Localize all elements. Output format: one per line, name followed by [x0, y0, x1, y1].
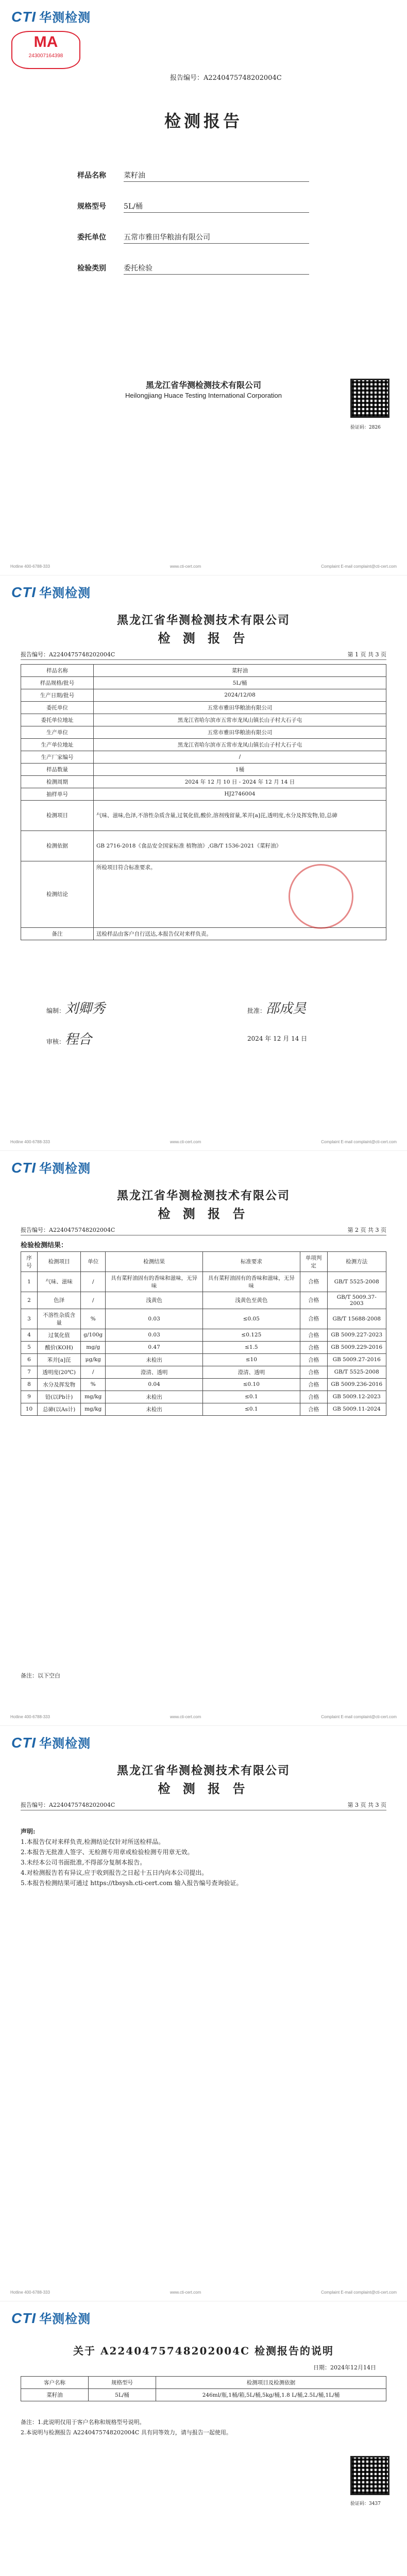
cell-key: 样品名称 — [21, 664, 94, 676]
cti-logo — [11, 7, 91, 25]
cell-key: 抽样单号 — [21, 788, 94, 800]
cell-key: 检测周期 — [21, 775, 94, 788]
field-key: 规格型号 — [77, 202, 106, 211]
logo-cti-text: CTI — [11, 1159, 37, 1176]
cti-logo — [11, 583, 91, 601]
company-title: 黑龙江省华测检测技术有限公司 — [116, 613, 290, 627]
report-meta — [21, 1801, 386, 1809]
cell: GB 5009.227-2023 — [327, 1329, 386, 1341]
cell-value: / — [94, 751, 386, 763]
cell: ≤0.05 — [202, 1309, 300, 1329]
footer-hotline: Hotline 400-6788-333 — [10, 1139, 50, 1144]
cell: 0.04 — [106, 1378, 203, 1391]
logo-cti-text: CTI — [11, 584, 37, 600]
header-cell: 检测方法 — [327, 1251, 386, 1272]
qr-caption: 验证码：3437 — [350, 2501, 381, 2507]
cell-value: 五常市雅田华粮油有限公司 — [94, 726, 386, 738]
cell-key: 委托单位地址 — [21, 714, 94, 726]
table-header-row — [21, 2377, 386, 2389]
cell: 具有菜籽油固有的香味和滋味，无异味 — [106, 1272, 203, 1292]
cell: GB 5009.27-2016 — [327, 1353, 386, 1366]
qr-caption: 验证码：2826 — [350, 425, 381, 430]
statement-item: 5.本报告检测结果可通过 https://tbsysh.cti-cert.com 输入报告编号查询验证。 — [21, 1879, 243, 1887]
cell: 0.03 — [106, 1329, 203, 1341]
table-row — [21, 751, 386, 763]
signer-compiled — [46, 998, 105, 1017]
logo-cti-text: CTI — [11, 1735, 37, 1751]
table-row — [21, 701, 386, 714]
logo-cn-text: 华测检测 — [39, 1161, 91, 1176]
cell: 合格 — [300, 1391, 327, 1403]
signer-signature: 邵成昊 — [266, 1001, 307, 1016]
cma-mark: MA — [33, 33, 58, 50]
table-row — [21, 738, 386, 751]
cell: g/100g — [81, 1329, 106, 1341]
footer-complaint: Complaint E-mail complaint@cti-cert.com — [321, 2290, 397, 2295]
header-cell: 单位 — [81, 1251, 106, 1272]
footer-web: www.cti-cert.com — [169, 2290, 201, 2295]
cell: 浅黄色至黄色 — [202, 1292, 300, 1309]
cell: 0.47 — [106, 1341, 203, 1353]
cell-value: 菜籽油 — [94, 664, 386, 676]
page-footer — [10, 564, 397, 569]
cell: 5L/桶 — [89, 2389, 156, 2401]
logo-cn-text: 华测检测 — [39, 11, 91, 25]
statement-title: 声明: — [21, 1828, 36, 1836]
cell: 10 — [21, 1403, 38, 1415]
cell: ≤10 — [202, 1353, 300, 1366]
signer-signature: 刘卿秀 — [65, 1001, 106, 1016]
cell: ≤1.5 — [202, 1341, 300, 1353]
cell: / — [81, 1272, 106, 1292]
header-cell: 检测项目 — [37, 1251, 80, 1272]
header-cell: 规格型号 — [89, 2377, 156, 2389]
cell-key: 生产日期/批号 — [21, 689, 94, 701]
report-meta — [21, 1226, 386, 1234]
page-footer — [10, 1715, 397, 1719]
qr-code — [350, 2456, 389, 2495]
table-row — [21, 1378, 386, 1391]
cell: 总砷(以As计) — [37, 1403, 80, 1415]
cell: 未检出 — [106, 1391, 203, 1403]
cell: 合格 — [300, 1272, 327, 1292]
page-footer — [10, 1140, 397, 1144]
cell: 色泽 — [37, 1292, 80, 1309]
table-row — [21, 927, 386, 940]
cell: GB/T 5009.37-2003 — [327, 1292, 386, 1309]
cover-page — [0, 0, 407, 575]
table-row — [21, 788, 386, 800]
cma-seal — [11, 31, 80, 69]
table-row — [21, 800, 386, 831]
table-row — [21, 1403, 386, 1415]
logo-cn-text: 华测检测 — [39, 1737, 91, 1751]
report-number: 报告编号：A2240475748202004C — [170, 74, 282, 82]
cell: 过氧化值 — [37, 1329, 80, 1341]
cell: GB 5009.12-2023 — [327, 1391, 386, 1403]
cell: 4 — [21, 1329, 38, 1341]
table-row — [21, 763, 386, 775]
note-item: 2.本说明与检测报告 A2240475748202004C 具有同等效力，请与报告一起使用。 — [21, 2429, 232, 2436]
statement-item: 1.本报告仅对来样负责,检测结论仅针对所送检样品。 — [21, 1838, 165, 1846]
header-cell: 单项判定 — [300, 1251, 327, 1272]
cell-value: 2024 年 12 月 10 日 - 2024 年 12 月 14 日 — [94, 775, 386, 788]
cell: 合格 — [300, 1309, 327, 1329]
cell-value: 黑龙江省哈尔滨市五常市龙凤山镇长山子村大石子屯 — [94, 738, 386, 751]
cell-key: 检测项目 — [21, 800, 94, 831]
table-row — [21, 775, 386, 788]
table-row — [21, 1272, 386, 1292]
sign-date: 2024 年 12 月 14 日 — [247, 1035, 308, 1042]
cell: ≤0.125 — [202, 1329, 300, 1341]
cell-key: 生产厂家编号 — [21, 751, 94, 763]
note-item: 备注：1.此说明仅用于客户名称和规格型号说明。 — [21, 2419, 145, 2426]
field-value: 五常市雅田华粮油有限公司 — [124, 232, 309, 244]
cell: ≤0.1 — [202, 1391, 300, 1403]
signer-signature: 程合 — [65, 1031, 92, 1047]
company-title: 黑龙江省华测检测技术有限公司 — [116, 1764, 290, 1778]
table-row — [21, 1292, 386, 1309]
field-key: 样品名称 — [77, 172, 106, 180]
header-cell: 客户名称 — [21, 2377, 89, 2389]
footer-web: www.cti-cert.com — [169, 564, 201, 569]
report-number: 报告编号：A2240475748202004C — [21, 651, 115, 658]
header-cell: 检测结果 — [106, 1251, 203, 1272]
report-title: 检 测 报 告 — [158, 1781, 249, 1797]
cell-value: 1桶 — [94, 763, 386, 775]
report-meta — [21, 650, 386, 658]
cell: GB/T 5525-2008 — [327, 1272, 386, 1292]
report-number: 报告编号：A2240475748202004C — [21, 1802, 115, 1809]
report-number: 报告编号：A2240475748202004C — [21, 1226, 115, 1233]
footer-hotline: Hotline 400-6788-333 — [10, 1715, 50, 1720]
cma-code: 243007164398 — [28, 53, 63, 59]
cell: 水分及挥发物 — [37, 1378, 80, 1391]
cell: GB 5009.11-2024 — [327, 1403, 386, 1415]
cell: 澄清、透明 — [106, 1366, 203, 1378]
cell: % — [81, 1309, 106, 1329]
cti-logo — [11, 2309, 91, 2327]
cell: 未检出 — [106, 1353, 203, 1366]
page-info: 第 3 页 共 3 页 — [347, 1802, 386, 1809]
explanation-title: 关于 A2240475748202004C 检测报告的说明 — [73, 2345, 334, 2358]
results-page — [0, 1151, 407, 1726]
table-row — [21, 831, 386, 861]
cell: 合格 — [300, 1353, 327, 1366]
signer-label: 编制： — [46, 1007, 65, 1014]
table-row — [21, 2389, 386, 2401]
statement-item: 4.对检测报告若有异议,应于收到报告之日起十五日内向本公司提出。 — [21, 1869, 208, 1877]
cell: 2 — [21, 1292, 38, 1309]
page-info: 第 2 页 共 3 页 — [347, 1226, 386, 1233]
statement-block — [21, 1826, 386, 1888]
cell: 具有菜籽油固有的香味和滋味，无异味 — [202, 1272, 300, 1292]
cell: GB 5009.236-2016 — [327, 1378, 386, 1391]
summary-page — [0, 575, 407, 1151]
cover-field-client — [77, 232, 309, 244]
cell: mg/g — [81, 1341, 106, 1353]
cell-key: 样品规格/批号 — [21, 676, 94, 689]
cell: mg/kg — [81, 1391, 106, 1403]
cell-value: 五常市雅田华粮油有限公司 — [94, 701, 386, 714]
cell-key: 检测依据 — [21, 831, 94, 861]
cell: 6 — [21, 1353, 38, 1366]
cell: ≤0.1 — [202, 1403, 300, 1415]
cover-field-sample-name — [77, 170, 309, 182]
section-title: 检验检测结果： — [21, 1241, 68, 1249]
signer-reviewed — [46, 1029, 92, 1048]
cell: % — [81, 1378, 106, 1391]
logo-cti-text: CTI — [11, 2310, 37, 2327]
cell-key: 生产单位地址 — [21, 738, 94, 751]
cell: 246ml/瓶,1桶/箱,5L/桶,5kg/桶,1.8 L/桶,2.5L/桶,1L/桶 — [156, 2389, 386, 2401]
results-table — [21, 1251, 386, 1416]
header-cell: 标准要求 — [202, 1251, 300, 1272]
signer-label: 审核： — [46, 1038, 65, 1045]
cell: ≤0.10 — [202, 1378, 300, 1391]
footer-complaint: Complaint E-mail complaint@cti-cert.com — [321, 564, 397, 569]
cell: 透明度(20℃) — [37, 1366, 80, 1378]
field-value: 5L/桶 — [124, 201, 309, 213]
cell: 未检出 — [106, 1403, 203, 1415]
cell: GB/T 5525-2008 — [327, 1366, 386, 1378]
cell: 不溶性杂质含量 — [37, 1309, 80, 1329]
footer-hotline: Hotline 400-6788-333 — [10, 2290, 50, 2295]
cell: 3 — [21, 1309, 38, 1329]
header-cell: 序号 — [21, 1251, 38, 1272]
cell: 5 — [21, 1341, 38, 1353]
cell: 酸价(KOH) — [37, 1341, 80, 1353]
cti-logo — [11, 1733, 91, 1751]
cell: GB 5009.229-2016 — [327, 1341, 386, 1353]
footer-web: www.cti-cert.com — [169, 1715, 201, 1720]
field-value: 委托检验 — [124, 263, 309, 275]
cell: 9 — [21, 1391, 38, 1403]
cell: 苯并[a]芘 — [37, 1353, 80, 1366]
explanation-notes — [21, 2417, 386, 2438]
inspection-seal — [289, 864, 353, 929]
cell: 合格 — [300, 1329, 327, 1341]
cell-value: 黑龙江省哈尔滨市五常市龙凤山镇长山子村大石子屯 — [94, 714, 386, 726]
cell-value: 送检样品由客户自行送达,本报告仅对来样负责。 — [94, 927, 386, 940]
divider — [21, 659, 386, 660]
page-info: 第 1 页 共 3 页 — [347, 651, 386, 658]
footer-hotline: Hotline 400-6788-333 — [10, 564, 50, 569]
results-note: 备注：以下空白 — [21, 1672, 60, 1679]
cover-company-cn: 黑龙江省华测检测技术有限公司 — [145, 380, 261, 390]
cell-value: 所检项目符合标准要求。 — [94, 861, 386, 927]
cell-value: GB 2716-2018《食品安全国家标准 植物油》,GB/T 1536-2021《菜籽油》 — [94, 831, 386, 861]
table-row — [21, 1329, 386, 1341]
explanation-page — [0, 2301, 407, 2576]
cell-key: 样品数量 — [21, 763, 94, 775]
signer-approved — [247, 998, 306, 1017]
table-row — [21, 726, 386, 738]
table-row — [21, 1366, 386, 1378]
table-row — [21, 676, 386, 689]
cell-key: 备注 — [21, 927, 94, 940]
cell: 7 — [21, 1366, 38, 1378]
page-footer — [10, 2290, 397, 2295]
cell-value: 5L/桶 — [94, 676, 386, 689]
cell: GB/T 15688-2008 — [327, 1309, 386, 1329]
table-row — [21, 1391, 386, 1403]
cell: mg/kg — [81, 1403, 106, 1415]
report-title: 检 测 报 告 — [158, 1206, 249, 1221]
footer-complaint: Complaint E-mail complaint@cti-cert.com — [321, 1715, 397, 1720]
statement-page — [0, 1726, 407, 2301]
cell: 菜籽油 — [21, 2389, 89, 2401]
qr-code — [350, 379, 389, 418]
footer-web: www.cti-cert.com — [169, 1139, 201, 1144]
cell: / — [81, 1292, 106, 1309]
cell-value: 2024/12/08 — [94, 689, 386, 701]
report-title: 检 测 报 告 — [158, 630, 249, 646]
cell-value: 气味、滋味,色泽,不溶性杂质含量,过氧化值,酸价,溶剂残留量,苯并[a]芘,透明度,水分及挥发物,铅,总砷 — [94, 800, 386, 831]
logo-cn-text: 华测检测 — [39, 586, 91, 600]
footer-complaint: Complaint E-mail complaint@cti-cert.com — [321, 1139, 397, 1144]
header-cell: 检测项目及检测依据 — [156, 2377, 386, 2389]
cell: 合格 — [300, 1378, 327, 1391]
table-row — [21, 1353, 386, 1366]
explanation-table — [21, 2376, 386, 2401]
explanation-date: 日期：2024年12月14日 — [313, 2364, 376, 2371]
cell: 气味、滋味 — [37, 1272, 80, 1292]
cell: 澄清、透明 — [202, 1366, 300, 1378]
cell: 浅黄色 — [106, 1292, 203, 1309]
cover-field-spec — [77, 201, 309, 213]
cell-key: 委托单位 — [21, 701, 94, 714]
table-header-row — [21, 1251, 386, 1272]
cell: 合格 — [300, 1403, 327, 1415]
cell: μg/kg — [81, 1353, 106, 1366]
statement-item: 3.未经本公司书面批准,不得部分复制本报告。 — [21, 1859, 146, 1867]
cell: 1 — [21, 1272, 38, 1292]
cell: 铅(以Pb计) — [37, 1391, 80, 1403]
logo-cn-text: 华测检测 — [39, 2312, 91, 2327]
cell: 8 — [21, 1378, 38, 1391]
cti-logo — [11, 1158, 91, 1176]
cover-title: 检测报告 — [164, 111, 243, 131]
company-title: 黑龙江省华测检测技术有限公司 — [116, 1189, 290, 1202]
field-value: 菜籽油 — [124, 170, 309, 182]
cover-field-type — [77, 263, 309, 275]
signer-label: 批准： — [247, 1007, 266, 1014]
table-row — [21, 664, 386, 676]
cell: / — [81, 1366, 106, 1378]
cell-key: 检测结论 — [21, 861, 94, 927]
field-key: 检验类别 — [77, 264, 106, 273]
cell-key: 生产单位 — [21, 726, 94, 738]
logo-cti-text: CTI — [11, 9, 37, 25]
table-row — [21, 689, 386, 701]
cell: 合格 — [300, 1366, 327, 1378]
table-row — [21, 714, 386, 726]
cell-value: HJ2746004 — [94, 788, 386, 800]
table-row — [21, 1341, 386, 1353]
cell: 0.03 — [106, 1309, 203, 1329]
table-row — [21, 1309, 386, 1329]
statement-item: 2.本报告无批准人签字、无检测专用章或检验检测专用章无效。 — [21, 1849, 194, 1856]
cover-company-en: Heilongjiang Huace Testing International Corporation — [125, 392, 282, 399]
cell: 合格 — [300, 1341, 327, 1353]
field-key: 委托单位 — [77, 233, 106, 242]
cell: 合格 — [300, 1292, 327, 1309]
